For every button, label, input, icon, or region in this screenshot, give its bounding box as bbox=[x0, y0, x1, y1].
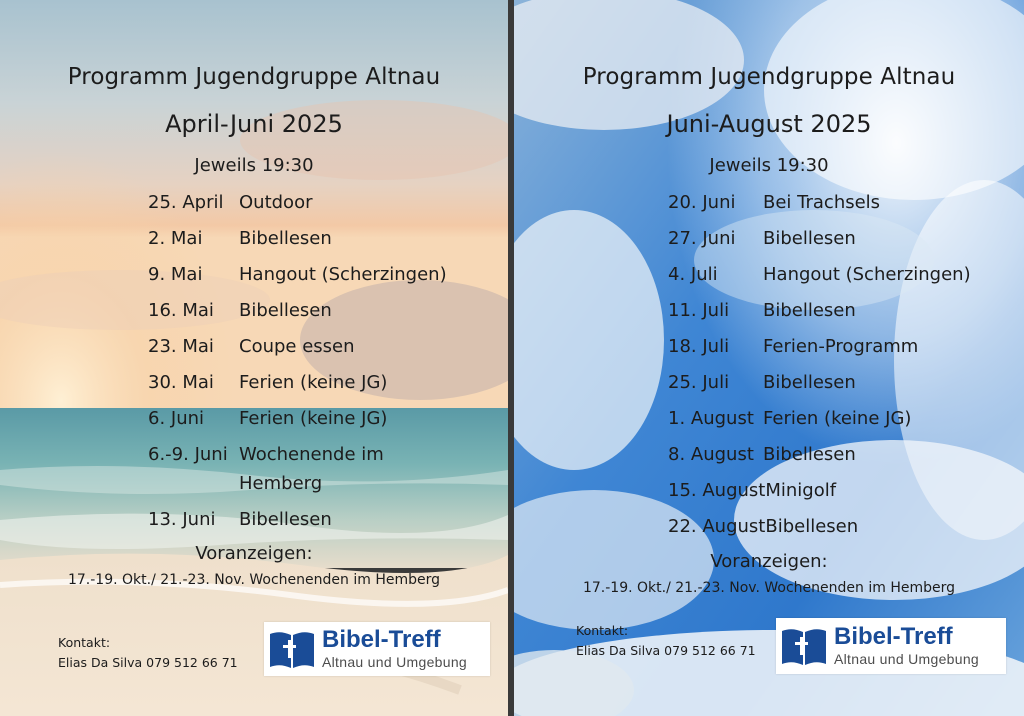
schedule-row bbox=[148, 224, 468, 253]
time-note: Jeweils 19:30 bbox=[709, 155, 829, 176]
logo-name: Bibel-Treff bbox=[322, 626, 441, 653]
schedule-date: 6. Juni bbox=[148, 408, 205, 429]
bibel-treff-logo bbox=[264, 622, 490, 676]
schedule-event: Bei Trachsels bbox=[763, 192, 881, 213]
schedule-event: Outdoor bbox=[239, 192, 313, 213]
schedule-row bbox=[668, 332, 998, 361]
schedule-row bbox=[148, 505, 468, 534]
schedule-date: 15. August bbox=[668, 480, 766, 501]
schedule-event: Bibellesen bbox=[239, 509, 332, 530]
schedule-row bbox=[668, 188, 998, 217]
period-heading: Juni-August 2025 bbox=[666, 110, 872, 138]
schedule-event: Bibellesen bbox=[763, 444, 856, 465]
schedule-event: Ferien (keine JG) bbox=[239, 372, 388, 393]
contact-block bbox=[58, 633, 238, 673]
page-title: Programm Jugendgruppe Altnau bbox=[67, 64, 441, 90]
bibel-treff-logo bbox=[776, 618, 1006, 674]
schedule-list bbox=[148, 188, 468, 541]
schedule-row bbox=[668, 476, 998, 505]
schedule-row bbox=[148, 368, 468, 397]
schedule-date: 22. August bbox=[668, 516, 766, 537]
page-title: Programm Jugendgruppe Altnau bbox=[582, 64, 956, 90]
announcements-title: Voranzeigen: bbox=[195, 543, 313, 564]
schedule-date: 16. Mai bbox=[148, 300, 214, 321]
schedule-event: Hangout (Scherzingen) bbox=[763, 264, 971, 285]
schedule-row bbox=[668, 404, 998, 433]
schedule-list bbox=[668, 188, 998, 548]
schedule-row bbox=[148, 260, 468, 289]
schedule-date: 9. Mai bbox=[148, 264, 203, 285]
schedule-event: Ferien (keine JG) bbox=[239, 408, 388, 429]
schedule-row bbox=[148, 188, 468, 217]
schedule-date: 20. Juni bbox=[668, 192, 736, 213]
schedule-date: 2. Mai bbox=[148, 228, 203, 249]
schedule-date: 8. August bbox=[668, 444, 754, 465]
logo-name: Bibel-Treff bbox=[834, 623, 953, 650]
schedule-event: Ferien (keine JG) bbox=[763, 408, 912, 429]
announcements-text: 17.-19. Okt./ 21.-23. Nov. Wochenenden im Hemberg bbox=[67, 572, 441, 588]
schedule-date: 27. Juni bbox=[668, 228, 736, 249]
period-heading: April-Juni 2025 bbox=[165, 110, 343, 138]
schedule-row bbox=[668, 224, 998, 253]
schedule-row bbox=[668, 512, 998, 541]
schedule-row bbox=[668, 260, 998, 289]
schedule-date: 25. Juli bbox=[668, 372, 730, 393]
flyer-juni-august bbox=[514, 0, 1024, 716]
schedule-event: Bibellesen bbox=[763, 300, 856, 321]
schedule-event: Coupe essen bbox=[239, 336, 355, 357]
flyer-april-juni bbox=[0, 0, 508, 716]
schedule-date: 11. Juli bbox=[668, 300, 730, 321]
schedule-date: 1. August bbox=[668, 408, 754, 429]
announcements-text: 17.-19. Okt./ 21.-23. Nov. Wochenenden im Hemberg bbox=[582, 580, 956, 596]
schedule-date: 13. Juni bbox=[148, 509, 216, 530]
bible-book-icon bbox=[268, 628, 316, 670]
bible-book-icon bbox=[780, 625, 828, 667]
schedule-date: 6.-9. Juni bbox=[148, 444, 228, 465]
schedule-row bbox=[668, 440, 998, 469]
schedule-row bbox=[148, 332, 468, 361]
schedule-event: Minigolf bbox=[765, 480, 837, 501]
schedule-row bbox=[148, 296, 468, 325]
schedule-event: Bibellesen bbox=[763, 228, 856, 249]
schedule-date: 25. April bbox=[148, 192, 224, 213]
schedule-date: 23. Mai bbox=[148, 336, 214, 357]
schedule-event: Bibellesen bbox=[763, 372, 856, 393]
schedule-date: 30. Mai bbox=[148, 372, 214, 393]
logo-subtitle: Altnau und Umgebung bbox=[834, 651, 980, 667]
schedule-date: 18. Juli bbox=[668, 336, 730, 357]
contact-label: Kontakt: bbox=[576, 623, 629, 638]
time-note: Jeweils 19:30 bbox=[194, 155, 314, 176]
contact-info: Elias Da Silva 079 512 66 71 bbox=[576, 643, 756, 658]
announcements-title: Voranzeigen: bbox=[710, 551, 828, 572]
schedule-date: 4. Juli bbox=[668, 264, 718, 285]
schedule-event: Bibellesen bbox=[239, 300, 332, 321]
schedule-row bbox=[668, 368, 998, 397]
schedule-event: Wochenende im Hemberg bbox=[239, 444, 384, 494]
schedule-row bbox=[668, 296, 998, 325]
schedule-event: Ferien-Programm bbox=[763, 336, 919, 357]
schedule-event: Bibellesen bbox=[765, 516, 859, 537]
schedule-row bbox=[148, 404, 468, 433]
contact-info: Elias Da Silva 079 512 66 71 bbox=[58, 655, 238, 670]
contact-block bbox=[576, 621, 756, 661]
logo-subtitle: Altnau und Umgebung bbox=[322, 654, 468, 670]
schedule-event: Hangout (Scherzingen) bbox=[239, 264, 447, 285]
schedule-row bbox=[148, 440, 468, 498]
schedule-event: Bibellesen bbox=[239, 228, 332, 249]
contact-label: Kontakt: bbox=[58, 635, 111, 650]
